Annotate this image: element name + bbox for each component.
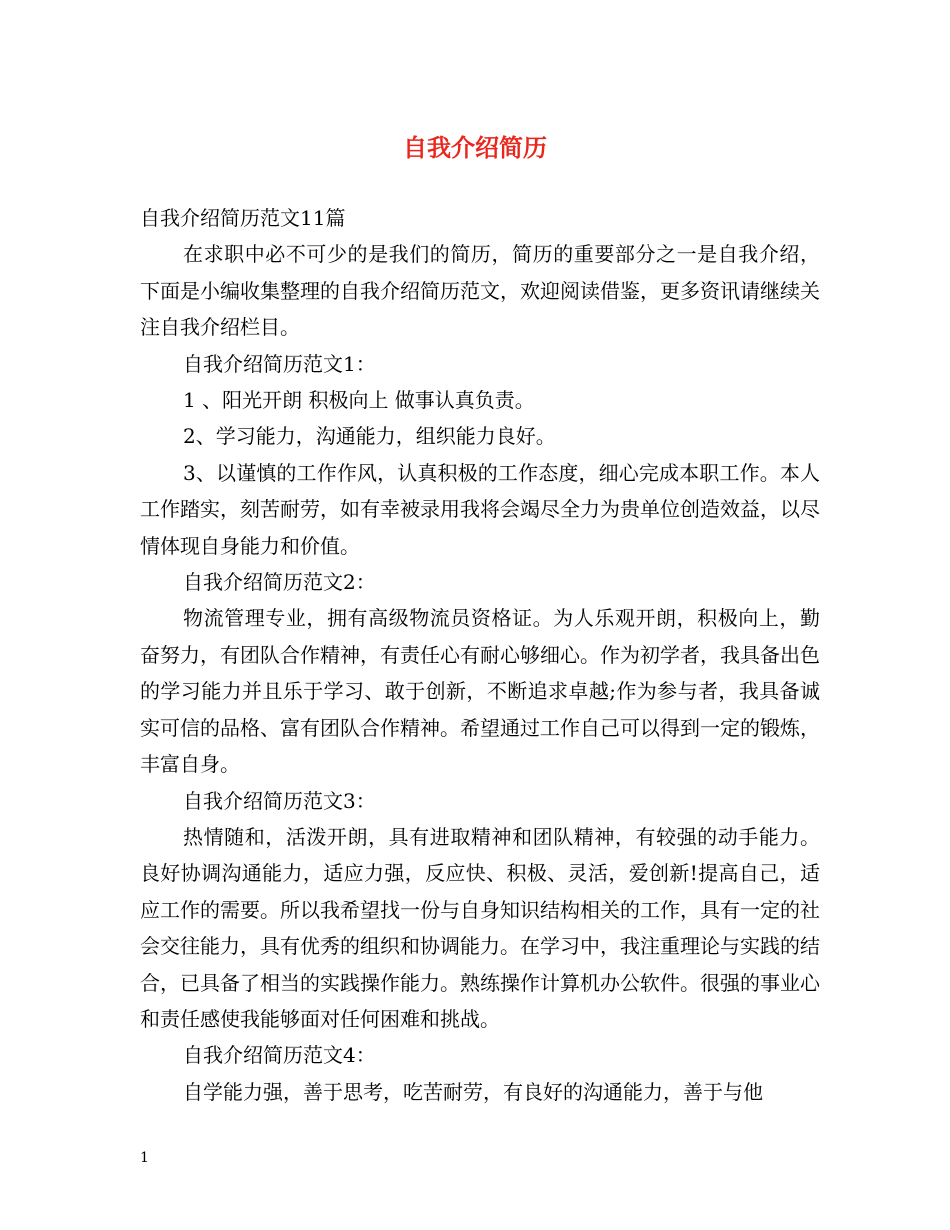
section-heading-2: 自我介绍简历范文2：	[183, 570, 376, 595]
list-item-3: 3、以谨慎的工作作风，认真积极的工作态度，细心完成本职工作。本人工作踏实，刻苦耐劳，如有幸被录用我将会竭尽全力为贵单位创造效益，以尽情体现自身能力和价值。	[140, 460, 820, 558]
list-item-1: 1 、阳光开朗 积极向上 做事认真负责。	[183, 388, 535, 413]
intro-paragraph: 在求职中必不可少的是我们的简历，简历的重要部分之一是自我介绍，下面是小编收集整理的自我介绍简历范文，欢迎阅读借鉴，更多资讯请继续关注自我介绍栏目。	[140, 242, 820, 340]
document-subtitle: 自我介绍简历范文11篇	[140, 206, 346, 230]
document-body	[140, 200, 820, 1110]
list-item-2: 2、学习能力，沟通能力，组织能力良好。	[183, 424, 556, 449]
page-title: 自我介绍简历	[403, 133, 547, 162]
page-number: 1	[140, 1150, 149, 1166]
section-paragraph-4: 自学能力强，善于思考，吃苦耐劳，有良好的沟通能力，善于与他	[183, 1079, 763, 1104]
section-paragraph-2: 物流管理专业，拥有高级物流员资格证。为人乐观开朗，积极向上，勤奋努力，有团队合作精神，有责任心有耐心够细心。作为初学者，我具备出色的学习能力并且乐于学习、敢于创新，不断追求卓越;作为参与者，我具备诚实可信的品格、富有团队合作精神。希望通过工作自己可以得到一定的锻炼，丰富自身。	[140, 606, 820, 777]
section-heading-3: 自我介绍简历范文3：	[183, 788, 376, 813]
section-paragraph-3: 热情随和，活泼开朗，具有进取精神和团队精神，有较强的动手能力。良好协调沟通能力，适应力强，反应快、积极、灵活，爱创新!提高自己，适应工作的需要。所以我希望找一份与自身知识结构相关的工作，具有一定的社会交往能力，具有优秀的组织和协调能力。在学习中，我注重理论与实践的结合，已具备了相当的实践操作能力。熟练操作计算机办公软件。很强的事业心和责任感使我能够面对任何困难和挑战。	[140, 824, 820, 1031]
section-heading-1: 自我介绍简历范文1：	[183, 351, 376, 376]
section-heading-4: 自我介绍简历范文4：	[183, 1043, 376, 1068]
